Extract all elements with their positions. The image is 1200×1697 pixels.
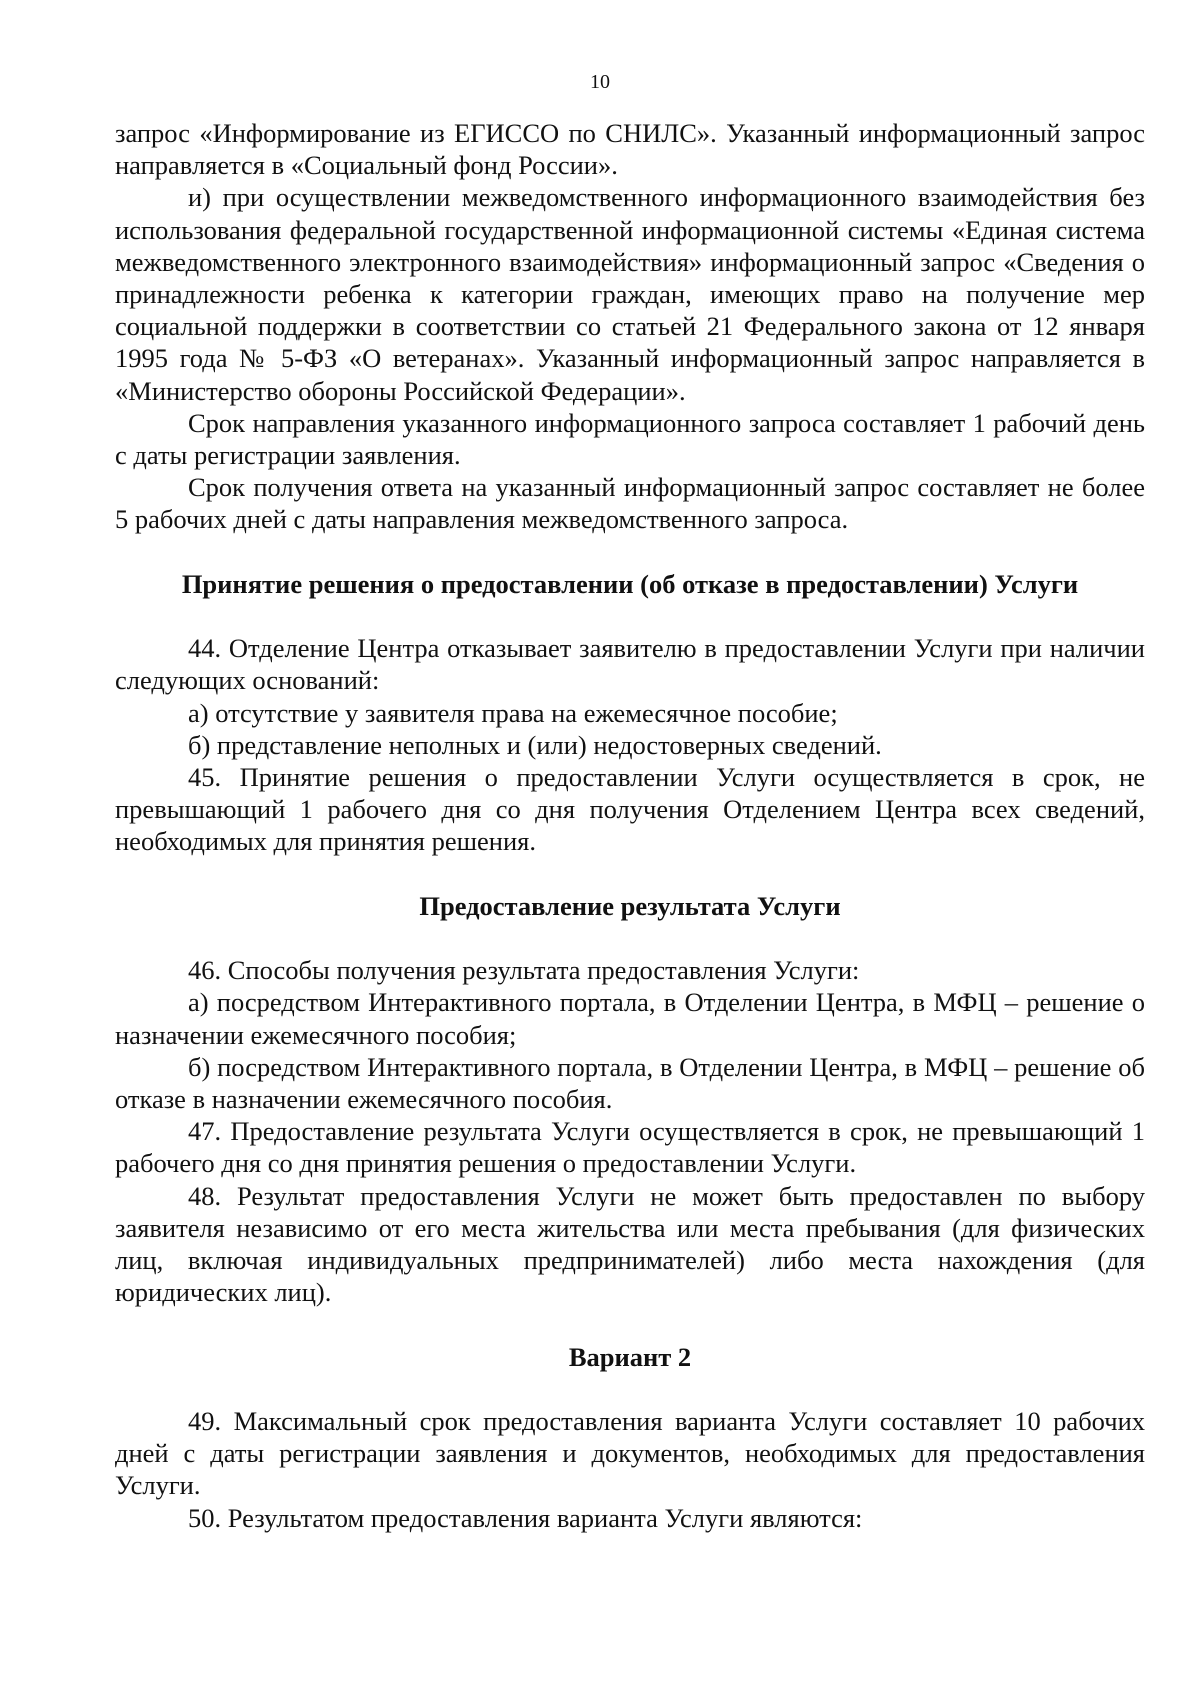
paragraph-44-a: а) отсутствие у заявителя права на ежемесячное пособие;	[188, 697, 838, 728]
spacer	[115, 600, 1145, 632]
section-heading-variant-2: Вариант 2	[568, 1341, 692, 1372]
paragraph-request-term: Срок направления указанного информационного запроса составляет 1 рабочий день с даты регистрации заявления.	[115, 407, 1145, 471]
paragraph-46-b: б) посредством Интерактивного портала, в Отделении Центра, в МФЦ – решение об отказе в назначении ежемесячного пособия.	[115, 1051, 1145, 1115]
paragraph-47: 47. Предоставление результата Услуги осуществляется в срок, не превышающий 1 рабочего дня со дня принятия решения о предоставлении Услуги.	[115, 1116, 1145, 1179]
paragraph-46-a: а) посредством Интерактивного портала, в Отделении Центра, в МФЦ – решение о назначении ежемесячного пособия;	[115, 987, 1145, 1050]
paragraph-44-b: б) представление неполных и (или) недостоверных сведений.	[188, 729, 882, 760]
paragraph-44: 44. Отделение Центра отказывает заявителю в предоставлении Услуги при наличии следующих оснований:	[115, 633, 1145, 696]
document-body	[115, 117, 1145, 1534]
paragraph-49: 49. Максимальный срок предоставления варианта Услуги составляет 10 рабочих дней с даты регистрации заявления и документов, необходимых для предоставления Услуги.	[115, 1406, 1145, 1501]
spacer	[115, 922, 1145, 954]
spacer	[115, 536, 1145, 568]
spacer	[115, 1308, 1145, 1340]
spacer	[115, 858, 1145, 890]
paragraph-response-term: Срок получения ответа на указанный информационный запрос составляет не более 5 рабочих дней с даты направления межведомственного запроса.	[115, 472, 1145, 535]
paragraph-50: 50. Результатом предоставления варианта Услуги являются:	[188, 1502, 863, 1533]
paragraph-continuation: запрос «Информирование из ЕГИССО по СНИЛС». Указанный информационный запрос направляется в «Социальный фонд России».	[115, 118, 1145, 181]
paragraph-item-i: и) при осуществлении межведомственного информационного взаимодействия без использования федеральной государственной информационной системы «Единая система межведомственного электронного взаимодействия» информационный запрос «Сведения о принадлежности ребенка к категории граждан, имеющих право на получение мер социальной поддержки в соответствии со статьей 21 Федерального закона от 12 января 1995 года № 5-ФЗ «О ветеранах». Указанный информационный запрос направляется в «Министерство обороны Российской Федерации».	[115, 182, 1145, 406]
paragraph-45: 45. Принятие решения о предоставлении Услуги осуществляется в срок, не превышающий 1 рабочего дня со дня получения Отделением Центра всех сведений, необходимых для принятия решения.	[115, 762, 1145, 857]
paragraph-46: 46. Способы получения результата предоставления Услуги:	[188, 955, 860, 986]
page-number: 10	[590, 71, 610, 93]
paragraph-48: 48. Результат предоставления Услуги не может быть предоставлен по выбору заявителя независимо от его места жительства или места пребывания (для физических лиц, включая индивидуальных предпринимателей) либо места нахождения (для юридических лиц).	[115, 1180, 1145, 1308]
section-heading-result: Предоставление результата Услуги	[419, 890, 841, 921]
section-heading-decision: Принятие решения о предоставлении (об отказе в предоставлении) Услуги	[181, 568, 1079, 599]
spacer	[115, 1373, 1145, 1405]
